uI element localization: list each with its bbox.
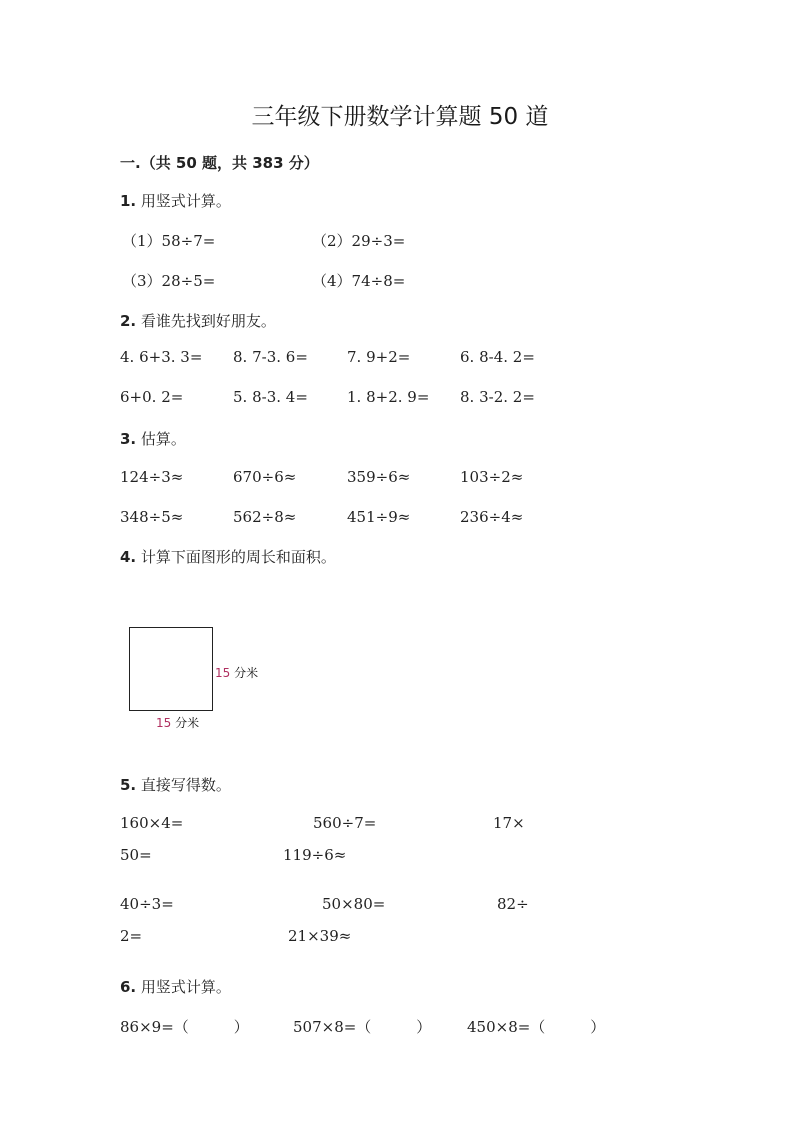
question-3-number: 3. [120,430,137,448]
question-5-heading [120,774,231,795]
q2-item-8: 8. 3-2. 2= [460,388,535,406]
q1-item-3: （3）28÷5= [122,272,216,290]
question-6-number: 6. [120,978,137,996]
question-3-heading [120,428,186,449]
q2-item-1: 4. 6+3. 3= [120,348,203,366]
q2-item-4: 6. 8-4. 2= [460,348,535,366]
q6-item-1: 86×9=（ ） [120,1018,249,1036]
q5-item-7: 50×80= [322,895,386,913]
question-6-heading [120,976,231,997]
q5-item-4: 50= [120,846,152,864]
side-length-label: 15 分米 [215,666,259,680]
q3-item-4: 103÷2≈ [460,468,524,486]
q3-item-1: 124÷3≈ [120,468,184,486]
q3-item-7: 451÷9≈ [347,508,411,526]
page-title: 三年级下册数学计算题 50 道 [251,104,549,130]
q3-item-5: 348÷5≈ [120,508,184,526]
question-2-number: 2. [120,312,137,330]
q2-item-3: 7. 9+2= [347,348,411,366]
q5-item-1: 160×4= [120,814,184,832]
q5-item-3: 17× [493,814,525,832]
q1-item-4: （4）74÷8= [312,272,406,290]
q5-item-5: 119÷6≈ [283,846,347,864]
q3-item-6: 562÷8≈ [233,508,297,526]
q2-item-5: 6+0. 2= [120,388,184,406]
q5-item-8: 82÷ [497,895,529,913]
q5-item-9: 2= [120,927,143,945]
question-2-text: 看谁先找到好朋友。 [140,312,276,330]
q5-item-2: 560÷7= [313,814,377,832]
question-2-heading [120,310,276,331]
q6-item-3: 450×8=（ ） [467,1018,606,1036]
q3-item-3: 359÷6≈ [347,468,411,486]
question-1-heading [120,190,231,211]
section-header: 一.（共 50 题，共 383 分） [120,154,319,172]
q1-item-2: （2）29÷3= [312,232,406,250]
question-3-text: 估算。 [140,430,186,448]
question-4-heading [120,546,336,567]
q5-item-6: 40÷3= [120,895,174,913]
question-5-number: 5. [120,776,137,794]
question-4-number: 4. [120,548,137,566]
square-figure [129,627,213,711]
q2-item-6: 5. 8-3. 4= [233,388,308,406]
question-6-text: 用竖式计算。 [140,978,231,996]
question-1-text: 用竖式计算。 [140,192,231,210]
q2-item-2: 8. 7-3. 6= [233,348,308,366]
bottom-length-label: 15 分米 [156,716,200,730]
q1-item-1: （1）58÷7= [122,232,216,250]
question-1-number: 1. [120,192,137,210]
q5-item-10: 21×39≈ [288,927,352,945]
q2-item-7: 1. 8+2. 9= [347,388,430,406]
q3-item-8: 236÷4≈ [460,508,524,526]
q3-item-2: 670÷6≈ [233,468,297,486]
question-4-text: 计算下面图形的周长和面积。 [140,548,336,566]
q6-item-2: 507×8=（ ） [293,1018,432,1036]
question-5-text: 直接写得数。 [140,776,231,794]
